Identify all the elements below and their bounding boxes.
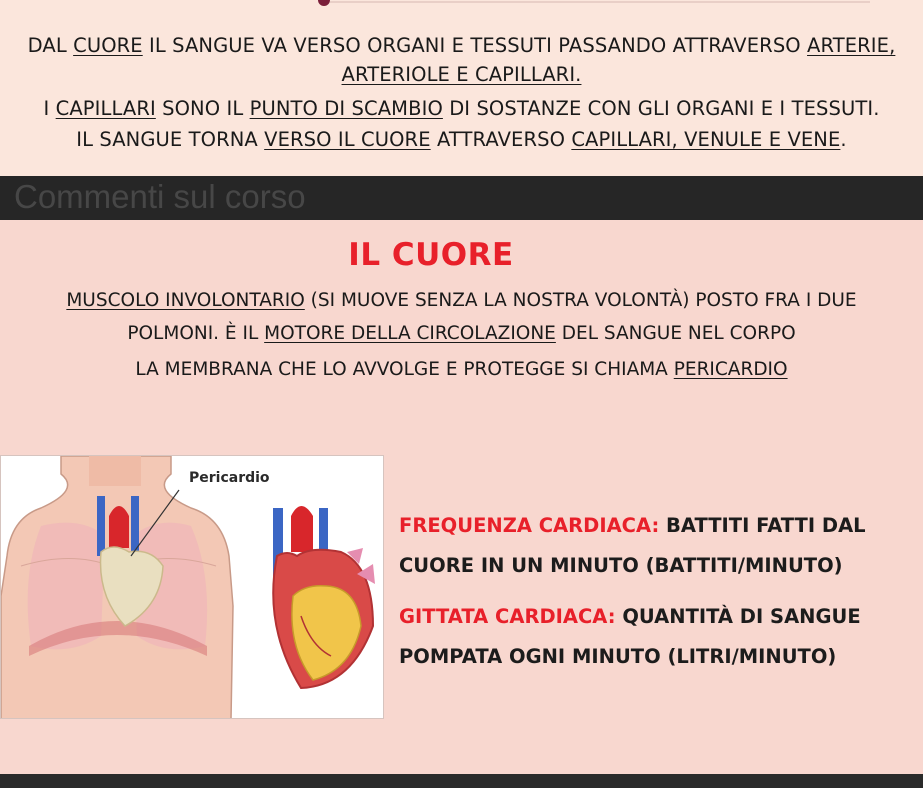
- definition-cardiac-output: GITTATA CARDIACA: QUANTITÀ DI SANGUE POMPATA OGNI MINUTO (LITRI/MINUTO): [399, 605, 861, 668]
- torso-heart-icon: [1, 456, 384, 719]
- pericardio-label: Pericardio: [189, 470, 270, 486]
- comments-bar[interactable]: [0, 176, 923, 220]
- top-text-line-4: IL SANGUE TORNA VERSO IL CUORE ATTRAVERSO CAPILLARI, VENULE E VENE.: [76, 128, 847, 151]
- top-text-line-3: I CAPILLARI SONO IL PUNTO DI SCAMBIO DI SOSTANZE CON GLI ORGANI E I TESSUTI.: [43, 97, 880, 120]
- comments-label[interactable]: Commenti sul corso: [14, 178, 306, 215]
- main-text-line-1: MUSCOLO INVOLONTARIO (SI MUOVE SENZA LA NOSTRA VOLONTÀ) POSTO FRA I DUE: [66, 290, 857, 311]
- top-text-line-2: ARTERIOLE E CAPILLARI.: [341, 63, 582, 86]
- main-text-line-2: POLMONI. È IL MOTORE DELLA CIRCOLAZIONE DEL SANGUE NEL CORPO: [127, 323, 796, 344]
- definition-heart-rate: FREQUENZA CARDIACA: BATTITI FATTI DAL CUORE IN UN MINUTO (BATTITI/MINUTO): [399, 514, 866, 577]
- top-text-line-1: DAL CUORE IL SANGUE VA VERSO ORGANI E TESSUTI PASSANDO ATTRAVERSO ARTERIE,: [27, 34, 896, 57]
- heart-anatomy-illustration: [0, 455, 384, 719]
- main-text-line-3: LA MEMBRANA CHE LO AVVOLGE E PROTEGGE SI CHIAMA PERICARDIO: [135, 359, 788, 380]
- divider: [330, 1, 870, 3]
- slide-title: IL CUORE: [348, 237, 514, 273]
- bottom-bar: [0, 774, 923, 788]
